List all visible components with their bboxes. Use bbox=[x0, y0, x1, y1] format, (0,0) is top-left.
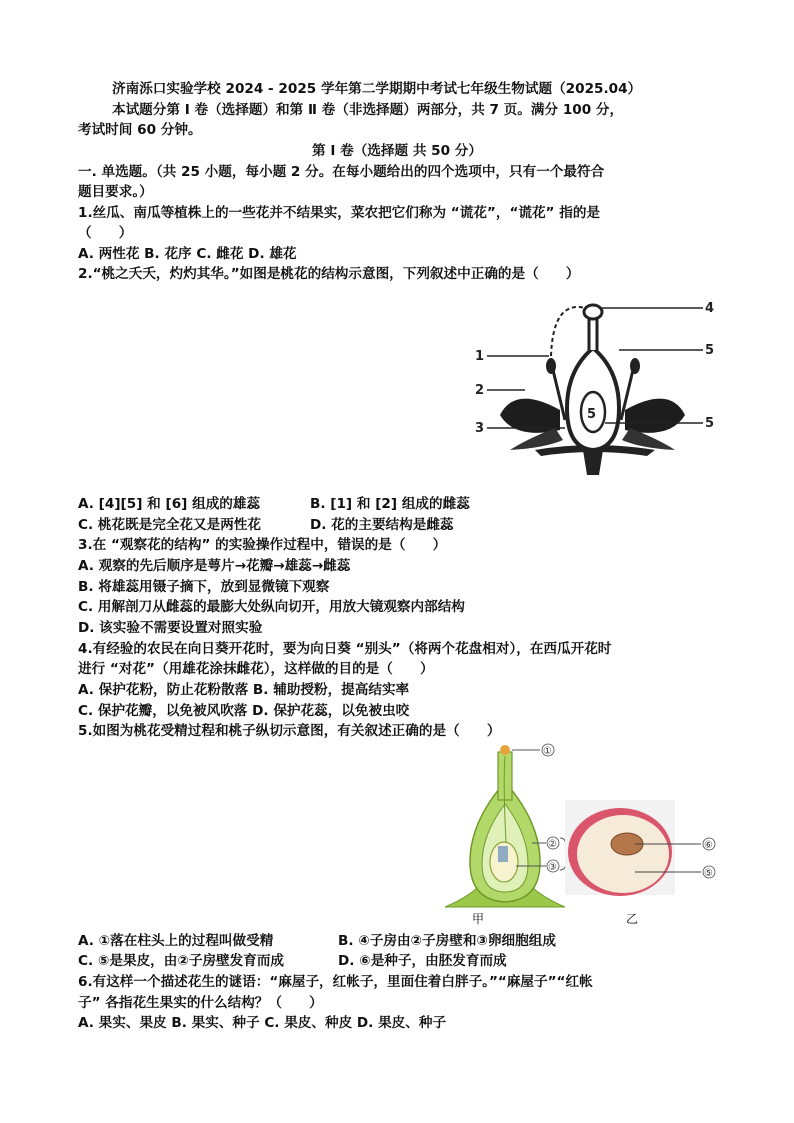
pollen-grain bbox=[500, 745, 510, 755]
right-anther bbox=[630, 358, 640, 374]
exam-title: 济南泺口实验学校 2024 - 2025 学年第二学期期中考试七年级生物试题（2025.04） bbox=[112, 81, 642, 97]
q6-stem-line1: 6.有这样一个描述花生的谜语：“麻屋子，红帐子，里面住着白胖子。”“麻屋子”“红帐 bbox=[78, 974, 593, 990]
exam-intro-line1: 本试题分第 Ⅰ 卷（选择题）和第 Ⅱ 卷（非选择题）两部分，共 7 页。满分 100 分， bbox=[112, 102, 624, 118]
q3-option-d: D. 该实验不需要设置对照实验 bbox=[78, 620, 263, 636]
section-instruction-line2: 题目要求。） bbox=[78, 184, 153, 200]
left-anther bbox=[546, 358, 556, 374]
label-circled-2: ② bbox=[548, 839, 557, 850]
pollination-dashed-line bbox=[551, 307, 585, 356]
q2-option-d: D. 花的主要结构是雌蕊 bbox=[310, 517, 454, 533]
figure-caption-a: 甲 bbox=[472, 912, 485, 926]
q5-option-b: B. ④子房由②子房壁和③卵细胞组成 bbox=[338, 933, 556, 949]
q6-options: A. 果实、果皮 B. 果实、种子 C. 果皮、种皮 D. 果皮、种子 bbox=[78, 1015, 447, 1031]
q5-option-c: C. ⑤是果皮，由②子房壁发育而成 bbox=[78, 953, 285, 969]
q1-options: A. 两性花 B. 花序 C. 雌花 D. 雄花 bbox=[78, 246, 297, 262]
label-3: 3 bbox=[475, 421, 485, 436]
q2-option-a: A. [4][5] 和 [6] 组成的雄蕊 bbox=[78, 496, 261, 512]
peach-flower-diagram bbox=[465, 290, 720, 480]
q4-options-line1: A. 保护花粉，防止花粉散落 B. 辅助授粉，提高结实率 bbox=[78, 682, 410, 698]
section-instruction-line1: 一. 单选题。（共 25 小题，每小题 2 分。在每小题给出的四个选项中，只有一个最符合 bbox=[78, 164, 605, 180]
embryo-sac bbox=[498, 846, 508, 862]
q3-option-c: C. 用解剖刀从雌蕊的最膨大处纵向切开，用放大镜观察内部结构 bbox=[78, 599, 465, 615]
style-shape bbox=[589, 318, 597, 350]
label-circled-1: ① bbox=[543, 746, 552, 757]
label-1: 1 bbox=[475, 349, 485, 364]
stigma-shape bbox=[584, 305, 602, 319]
ovule-number: 5 bbox=[587, 407, 597, 422]
fertilization-diagram bbox=[440, 742, 580, 930]
exam-intro-line2: 考试时间 60 分钟。 bbox=[78, 122, 202, 138]
part1-heading: 第 Ⅰ 卷（选择题 共 50 分） bbox=[312, 143, 482, 159]
label-circled-6: ⑥ bbox=[704, 840, 713, 851]
q2-option-b: B. [1] 和 [2] 组成的雌蕊 bbox=[310, 496, 470, 512]
q4-stem-line1: 4.有经验的农民在向日葵开花时，要为向日葵 “别头”（将两个花盘相对），在西瓜开花时 bbox=[78, 641, 612, 657]
q5-option-a: A. ①落在柱头上的过程叫做受精 bbox=[78, 933, 274, 949]
q1-stem-line1: 1.丝瓜、南瓜等植株上的一些花并不结果实，菜农把它们称为 “谎花”，“谎花” 指的是 bbox=[78, 205, 601, 221]
q3-option-b: B. 将雄蕊用镊子摘下，放到显微镜下观察 bbox=[78, 579, 330, 595]
q4-stem-line2: 进行 “对花”（用雄花涂抹雌花），这样做的目的是（ ） bbox=[78, 661, 434, 677]
q5-option-d: D. ⑥是种子，由胚发育而成 bbox=[338, 953, 507, 969]
label-2: 2 bbox=[475, 383, 485, 398]
label-5-top: 5 bbox=[705, 343, 715, 358]
label-circled-5: ⑤ bbox=[704, 868, 713, 879]
q5-stem: 5.如图为桃花受精过程和桃子纵切示意图，有关叙述正确的是（ ） bbox=[78, 723, 501, 739]
q3-option-a: A. 观察的先后顺序是萼片→花瓣→雄蕊→雌蕊 bbox=[78, 558, 351, 574]
peach-cross-section bbox=[565, 800, 730, 905]
label-circled-3: ③ bbox=[548, 862, 557, 873]
stalk-shape bbox=[583, 450, 603, 475]
label-4: 4 bbox=[705, 301, 715, 316]
q3-stem: 3.在 “观察花的结构” 的实验操作过程中，错误的是（ ） bbox=[78, 537, 447, 553]
q6-stem-line2: 子” 各指花生果实的什么结构？（ ） bbox=[78, 995, 323, 1011]
label-5-bottom: 5 bbox=[705, 416, 715, 431]
q2-stem: 2.“桃之夭夭，灼灼其华。”如图是桃花的结构示意图，下列叙述中正确的是（ ） bbox=[78, 266, 580, 282]
q2-option-c: C. 桃花既是完全花又是两性花 bbox=[78, 517, 261, 533]
q1-stem-line2: （ ） bbox=[78, 225, 133, 241]
right-petal-shape bbox=[625, 399, 685, 433]
q4-options-line2: C. 保护花瓣，以免被风吹落 D. 保护花蕊，以免被虫咬 bbox=[78, 703, 410, 719]
figure-caption-b: 乙 bbox=[626, 912, 639, 926]
